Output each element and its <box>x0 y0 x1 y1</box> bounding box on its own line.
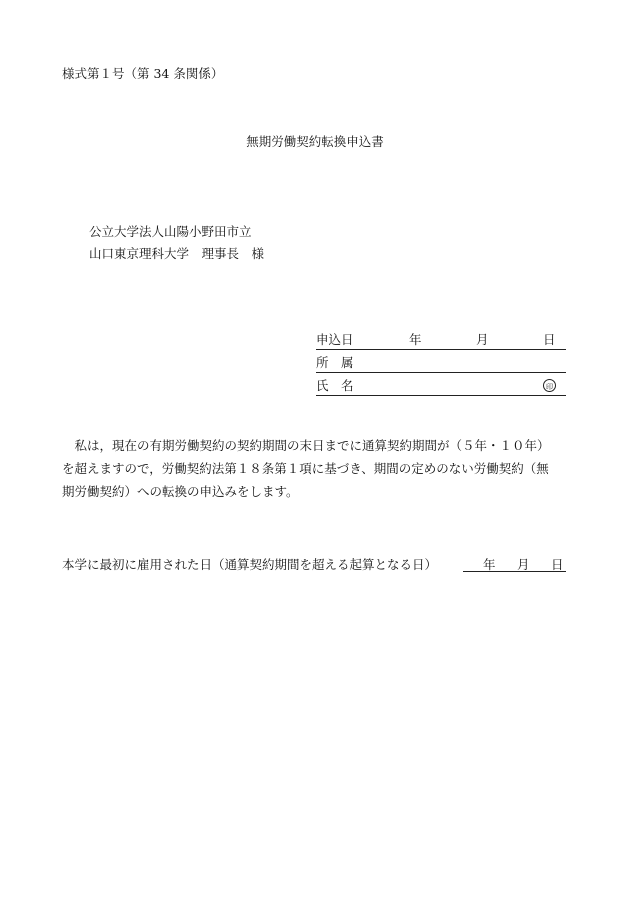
affiliation-field[interactable] <box>316 355 566 373</box>
affiliation-label: 所 属 <box>316 355 354 370</box>
employment-year-unit: 年 <box>483 557 496 572</box>
date-day-unit: 日 <box>543 332 556 347</box>
statement-line-1: 私は，現在の有期労働契約の契約期間の末日までに通算契約期間が（５年・１０年） <box>62 438 550 453</box>
document-title: 無期労働契約転換申込書 <box>246 134 384 149</box>
statement-line-2: を超えますので，労働契約法第１８条第１項に基づき、期間の定めのない労働契約（無 <box>62 461 549 476</box>
first-employment-row <box>62 555 568 573</box>
form-number: 様式第１号（第 34 条関係） <box>62 66 224 81</box>
name-label: 氏 名 <box>316 378 354 393</box>
date-year-unit: 年 <box>409 332 422 347</box>
addressee-line-1: 公立大学法人山陽小野田市立 <box>89 224 252 239</box>
application-statement <box>62 434 568 503</box>
first-employment-label: 本学に最初に雇用された日（通算契約期間を超える起算となる日） <box>62 557 438 572</box>
employment-day-unit: 日 <box>551 557 564 572</box>
employment-month-unit: 月 <box>517 557 530 572</box>
application-date-label: 申込日 <box>316 332 354 347</box>
seal-icon: 印 <box>543 379 556 392</box>
name-field[interactable] <box>316 378 566 396</box>
first-employment-date-field[interactable] <box>463 555 566 572</box>
application-date-field[interactable] <box>316 332 566 350</box>
statement-line-3: 期労働契約）への転換の申込みをします。 <box>62 484 299 499</box>
addressee-line-2: 山口東京理科大学 理事長 様 <box>89 246 265 261</box>
date-month-unit: 月 <box>476 332 489 347</box>
